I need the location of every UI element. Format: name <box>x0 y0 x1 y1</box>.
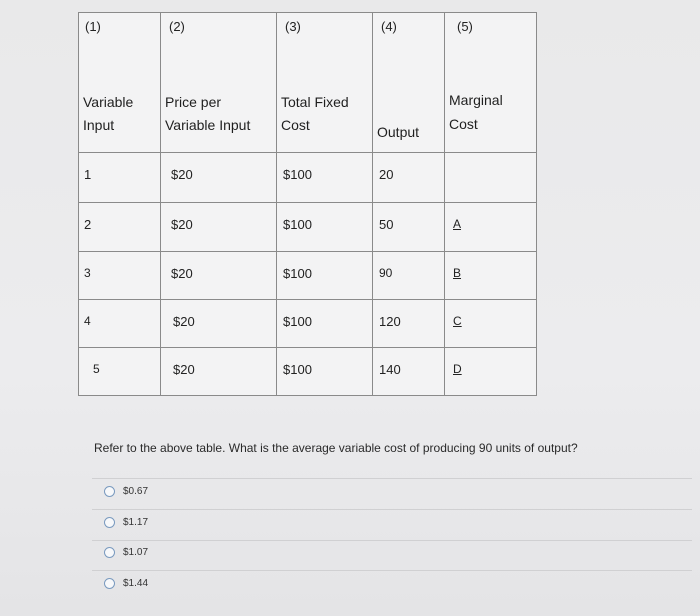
table-cell: C <box>453 313 462 328</box>
radio-button-icon[interactable] <box>104 486 115 497</box>
answer-option[interactable] <box>104 578 148 589</box>
column-number: (4) <box>381 19 397 34</box>
table-cell: $100 <box>283 313 312 329</box>
table-cell: A <box>453 217 462 232</box>
table-row <box>79 347 537 395</box>
column-number: (1) <box>85 19 101 34</box>
table-cell: $20 <box>171 265 193 281</box>
divider <box>92 509 692 510</box>
divider <box>92 478 692 479</box>
table-cell: 50 <box>379 217 394 233</box>
question-text: Refer to the above table. What is the average variable cost of producing 90 units of output? <box>94 441 578 455</box>
table-row <box>79 153 537 203</box>
answer-option[interactable] <box>104 486 148 497</box>
table-cell: $100 <box>283 265 312 281</box>
answer-option[interactable] <box>104 517 148 528</box>
table-cell: 90 <box>379 265 393 280</box>
header-line: Price per <box>165 94 222 110</box>
radio-button-icon[interactable] <box>104 547 115 558</box>
table-cell: $100 <box>283 167 312 183</box>
header-cell-4 <box>373 13 445 153</box>
table-cell: B <box>453 265 462 280</box>
table-cell: 20 <box>379 167 394 183</box>
table-cell: $100 <box>283 217 312 233</box>
option-label: $1.07 <box>123 547 149 558</box>
header-line: Output <box>377 124 420 140</box>
column-number: (3) <box>285 19 301 34</box>
header-cell-2 <box>161 13 277 153</box>
table-header-row <box>79 13 537 153</box>
table-cell: D <box>453 361 462 376</box>
column-number: (5) <box>457 19 473 34</box>
header-line: Marginal <box>449 92 503 108</box>
table-cell: $20 <box>171 217 193 233</box>
table-row <box>79 203 537 251</box>
option-label: $0.67 <box>123 486 149 497</box>
radio-button-icon[interactable] <box>104 578 115 589</box>
option-label: $1.17 <box>123 517 149 528</box>
table-cell: 5 <box>93 361 100 376</box>
table-cell: 120 <box>379 313 401 329</box>
table-cell: 1 <box>84 167 92 183</box>
header-line: Cost <box>449 116 478 132</box>
table-row <box>79 251 537 299</box>
table-cell: $100 <box>283 361 312 377</box>
table-row <box>79 299 537 347</box>
table-cell: $20 <box>171 167 193 183</box>
divider <box>92 540 692 541</box>
table-cell: 4 <box>84 313 91 328</box>
table-cell: 140 <box>379 361 401 377</box>
header-line: Variable Input <box>165 117 251 133</box>
header-cell-1 <box>79 13 161 153</box>
header-cell-3 <box>277 13 373 153</box>
header-line: Total Fixed <box>281 94 349 110</box>
cost-table <box>78 12 537 396</box>
radio-button-icon[interactable] <box>104 517 115 528</box>
divider <box>92 570 692 571</box>
header-line: Cost <box>281 117 310 133</box>
header-line: Variable <box>83 94 134 110</box>
table-cell: 3 <box>84 265 91 280</box>
header-cell-5 <box>445 13 537 153</box>
table-cell: 2 <box>84 217 92 233</box>
header-line: Input <box>83 117 115 133</box>
answer-option[interactable] <box>104 547 148 558</box>
column-number: (2) <box>169 19 185 34</box>
option-label: $1.44 <box>123 578 149 589</box>
table-cell: $20 <box>173 313 195 329</box>
table-cell: $20 <box>173 361 195 377</box>
